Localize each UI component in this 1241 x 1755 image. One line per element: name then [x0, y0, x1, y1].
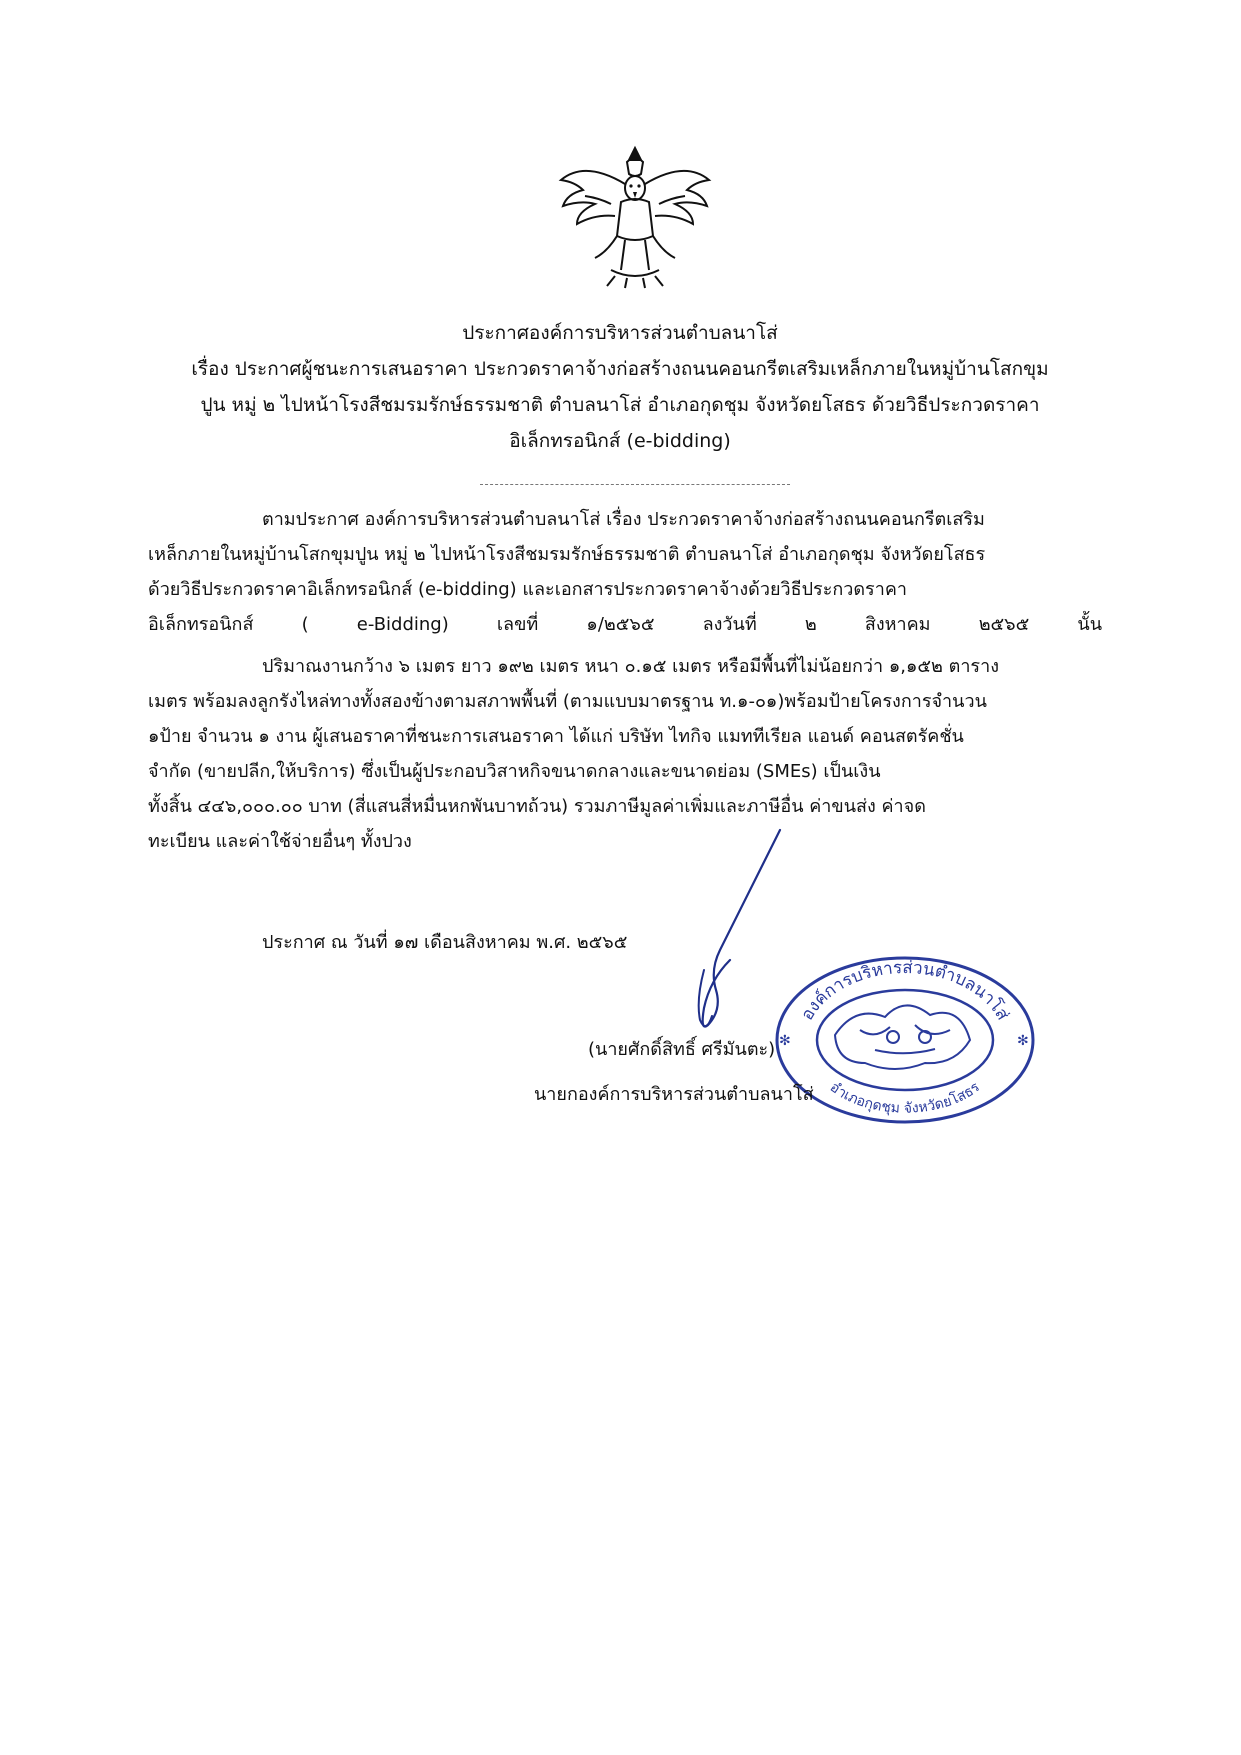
body-line-5: ปริมาณงานกว้าง ๖ เมตร ยาว ๑๙๒ เมตร หนา ๐.๑๕ เมตร หรือมีพื้นที่ไม่น้อยกว่า ๑,๑๕๒ ตาราง [262, 656, 999, 677]
body-line-8: จำกัด (ขายปลีก,ให้บริการ) ซึ่งเป็นผู้ประกอบวิสาหกิจขนาดกลางและขนาดย่อม (SMEs) เป็นเงิน [148, 761, 881, 782]
svg-text:อำเภอกุดชุม จังหวัดยโสธร [827, 1079, 983, 1117]
title-block [140, 315, 1100, 459]
garuda-emblem-icon [555, 140, 715, 290]
svg-text:✻: ✻ [779, 1033, 791, 1049]
signatory-name: (นายศักดิ์สิทธิ์ ศรีมันตะ) [588, 1039, 776, 1060]
signatory-title: นายกองค์การบริหารส่วนตำบลนาโส่ [534, 1084, 814, 1105]
subject-line-3: อิเล็กทรอนิกส์ (e-bidding) [509, 430, 731, 452]
body-line-1: ตามประกาศ องค์การบริหารส่วนตำบลนาโส่ เรื่อง ประกวดราคาจ้างก่อสร้างถนนคอนกรีตเสริม [262, 509, 985, 530]
body-line-2: เหล็กภายในหมู่บ้านโสกขุมปูน หมู่ ๒ ไปหน้าโรงสีชมรมรักษ์ธรรมชาติ ตำบลนาโส่ อำเภอกุดชุม จังหวัดยโสธร [148, 544, 986, 565]
svg-text:✻: ✻ [1017, 1033, 1029, 1049]
body-line-4: อิเล็กทรอนิกส์ ( e-Bidding) เลขที่ ๑/๒๕๖๕ ลงวันที่ ๒ สิงหาคม ๒๕๖๕ นั้น [148, 614, 1102, 635]
document-heading: ประกาศองค์การบริหารส่วนตำบลนาโส่ [462, 322, 778, 344]
body-line-9: ทั้งสิ้น ๔๔๖,๐๐๐.๐๐ บาท (สี่แสนสี่หมื่นหกพันบาทถ้วน) รวมภาษีมูลค่าเพิ่มและภาษีอื่น ค่าขนส่ง ค่าจด [148, 796, 926, 817]
subject-line-1: เรื่อง ประกาศผู้ชนะการเสนอราคา ประกวดราคาจ้างก่อสร้างถนนคอนกรีตเสริมเหล็กภายในหมู่บ้านโสกขุม [191, 358, 1049, 380]
body-line-6: เมตร พร้อมลงลูกรังไหล่ทางทั้งสองข้างตามสภาพพื้นที่ (ตามแบบมาตรฐาน ท.๑-๐๑)พร้อมป้ายโครงการจำนวน [148, 691, 987, 712]
seal-text-top: องค์การบริหารส่วนตำบลนาโส่ [797, 957, 1013, 1024]
body-line-3: ด้วยวิธีประกวดราคาอิเล็กทรอนิกส์ (e-bidding) และเอกสารประกวดราคาจ้างด้วยวิธีประกวดราคา [148, 579, 907, 600]
announcement-date: ประกาศ ณ วันที่ ๑๗ เดือนสิงหาคม พ.ศ. ๒๕๖๕ [262, 932, 628, 953]
title-divider [480, 484, 790, 485]
seal-text-bottom: อำเภอกุดชุม จังหวัดยโสธร [827, 1079, 983, 1117]
body-line-7: ๑ป้าย จำนวน ๑ งาน ผู้เสนอราคาที่ชนะการเสนอราคา ได้แก่ บริษัท ไทกิจ แมททีเรียล แอนด์ คอนสตรัคชั่น [148, 726, 964, 747]
body-line-10: ทะเบียน และค่าใช้จ่ายอื่นๆ ทั้งปวง [148, 831, 412, 852]
subject-line-2: ปูน หมู่ ๒ ไปหน้าโรงสีชมรมรักษ์ธรรมชาติ ตำบลนาโส่ อำเภอกุดชุม จังหวัดยโสธร ด้วยวิธีประกวดราคา [200, 394, 1040, 416]
